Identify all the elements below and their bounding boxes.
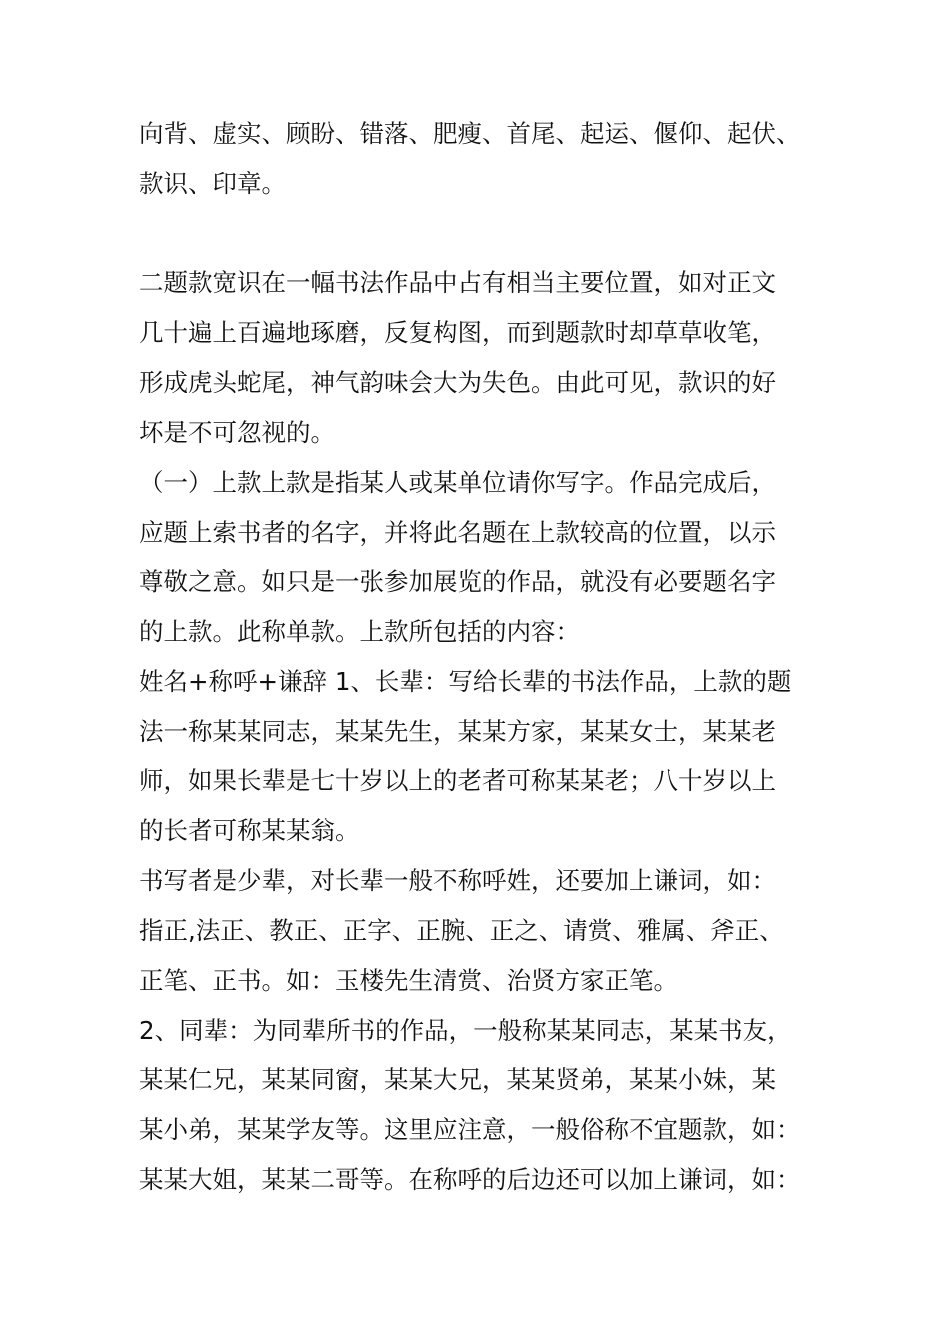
text-line: 的长者可称某某翁。: [139, 816, 360, 845]
text-line: 某小弟，某某学友等。这里应注意，一般俗称不宜题款，如：: [139, 1115, 801, 1144]
text-line: 书写者是少辈，对长辈一般不称呼姓，还要加上谦词，如：: [139, 866, 776, 895]
text-line: 姓名+称呼+谦辞 1、长辈：写给长辈的书法作品，上款的题: [139, 667, 792, 696]
text-line: 某某仁兄，某某同窗，某某大兄，某某贤弟，某某小妹，某: [139, 1065, 776, 1094]
text-line: 某某大姐，某某二哥等。在称呼的后边还可以加上谦词，如：: [139, 1165, 801, 1194]
text-line: 向背、虚实、顾盼、错落、肥瘦、首尾、起运、偃仰、起伏、: [139, 119, 801, 148]
text-line: 师，如果长辈是七十岁以上的老者可称某某老；八十岁以上: [139, 766, 776, 795]
text-line: 指正,法正、教正、正字、正腕、正之、请赏、雅属、斧正、: [139, 916, 784, 945]
text-line: 款识、印章。: [139, 169, 286, 198]
text-line: 几十遍上百遍地琢磨，反复构图，而到题款时却草草收笔，: [139, 318, 776, 347]
text-line: （一）上款上款是指某人或某单位请你写字。作品完成后，: [139, 468, 776, 497]
text-line: 2、同辈：为同辈所书的作品，一般称某某同志，某某书友，: [139, 1016, 792, 1045]
text-line: 应题上索书者的名字，并将此名题在上款较高的位置，以示: [139, 518, 776, 547]
text-line: 二题款宽识在一幅书法作品中占有相当主要位置，如对正文: [139, 268, 776, 297]
text-line: 坏是不可忽视的。: [139, 418, 335, 447]
text-line: 尊敬之意。如只是一张参加展览的作品，就没有必要题名字: [139, 567, 776, 596]
text-line: 正笔、正书。如：玉楼先生清赏、治贤方家正笔。: [139, 966, 678, 995]
text-line: 法一称某某同志，某某先生，某某方家，某某女士，某某老: [139, 717, 776, 746]
text-line: 的上款。此称单款。上款所包括的内容：: [139, 617, 580, 646]
text-line: 形成虎头蛇尾，神气韵味会大为失色。由此可见，款识的好: [139, 368, 776, 397]
